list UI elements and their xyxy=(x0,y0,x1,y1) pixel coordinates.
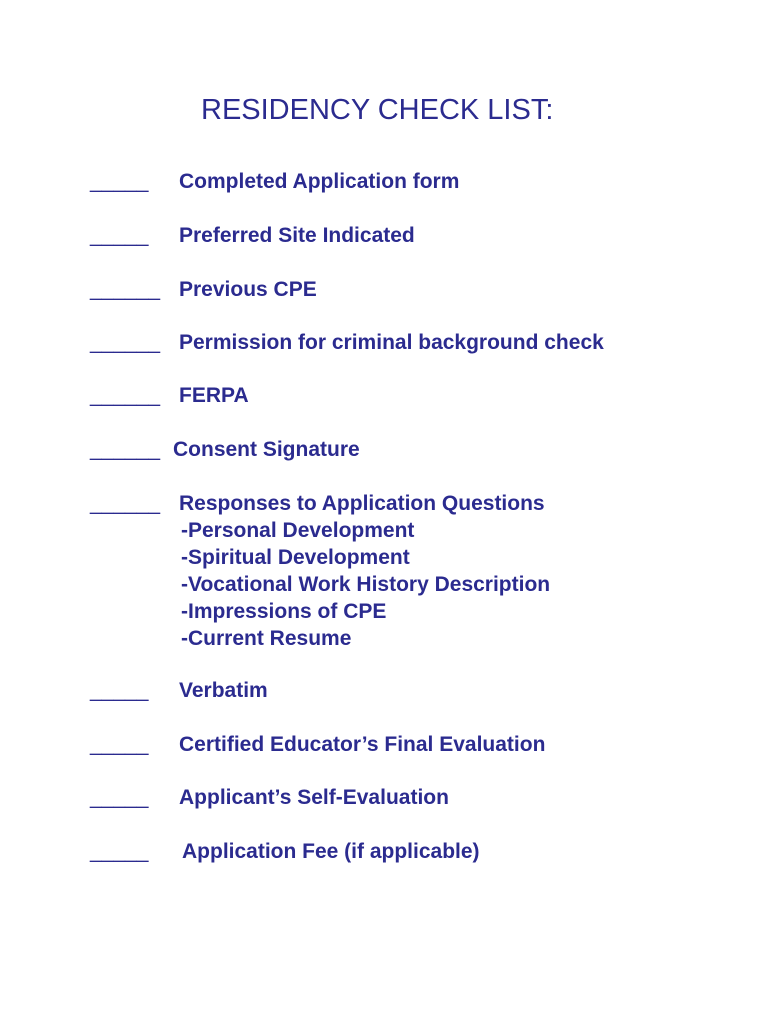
sub-item-list xyxy=(181,517,550,652)
checklist-item-label: Application Fee (if applicable) xyxy=(182,840,480,863)
checkbox-blank-line: ______ xyxy=(90,278,161,301)
checklist-item-label: Verbatim xyxy=(179,679,268,702)
checkbox-blank-line: ______ xyxy=(90,331,161,354)
checkbox-blank-line: _____ xyxy=(90,170,149,193)
checkbox-blank-line: _____ xyxy=(90,786,149,809)
checklist-item-label: Completed Application form xyxy=(179,170,460,193)
checklist-item-label: Responses to Application Questions xyxy=(179,492,545,515)
page-title: RESIDENCY CHECK LIST: xyxy=(201,94,554,126)
checklist-item-label: Preferred Site Indicated xyxy=(179,224,415,247)
sub-item: -Impressions of CPE xyxy=(181,600,387,623)
sub-item: -Spiritual Development xyxy=(181,546,410,569)
checkbox-blank-line: ______ xyxy=(90,438,161,461)
checkbox-blank-line: ______ xyxy=(90,492,161,515)
checklist-item-label: Permission for criminal background check xyxy=(179,331,604,354)
checklist-item-label: Consent Signature xyxy=(173,438,360,461)
sub-item: -Current Resume xyxy=(181,627,352,650)
checklist-item-label: Certified Educator’s Final Evaluation xyxy=(179,733,546,756)
checkbox-blank-line: _____ xyxy=(90,733,149,756)
checkbox-blank-line: _____ xyxy=(90,840,149,863)
checkbox-blank-line: _____ xyxy=(90,679,149,702)
sub-item: -Vocational Work History Description xyxy=(181,573,551,596)
checkbox-blank-line: _____ xyxy=(90,224,149,247)
sub-item: -Personal Development xyxy=(181,519,415,542)
checklist-item-label: Previous CPE xyxy=(179,278,317,301)
checklist-item-label: FERPA xyxy=(179,384,249,407)
checkbox-blank-line: ______ xyxy=(90,384,161,407)
checklist-item-label: Applicant’s Self-Evaluation xyxy=(179,786,449,809)
